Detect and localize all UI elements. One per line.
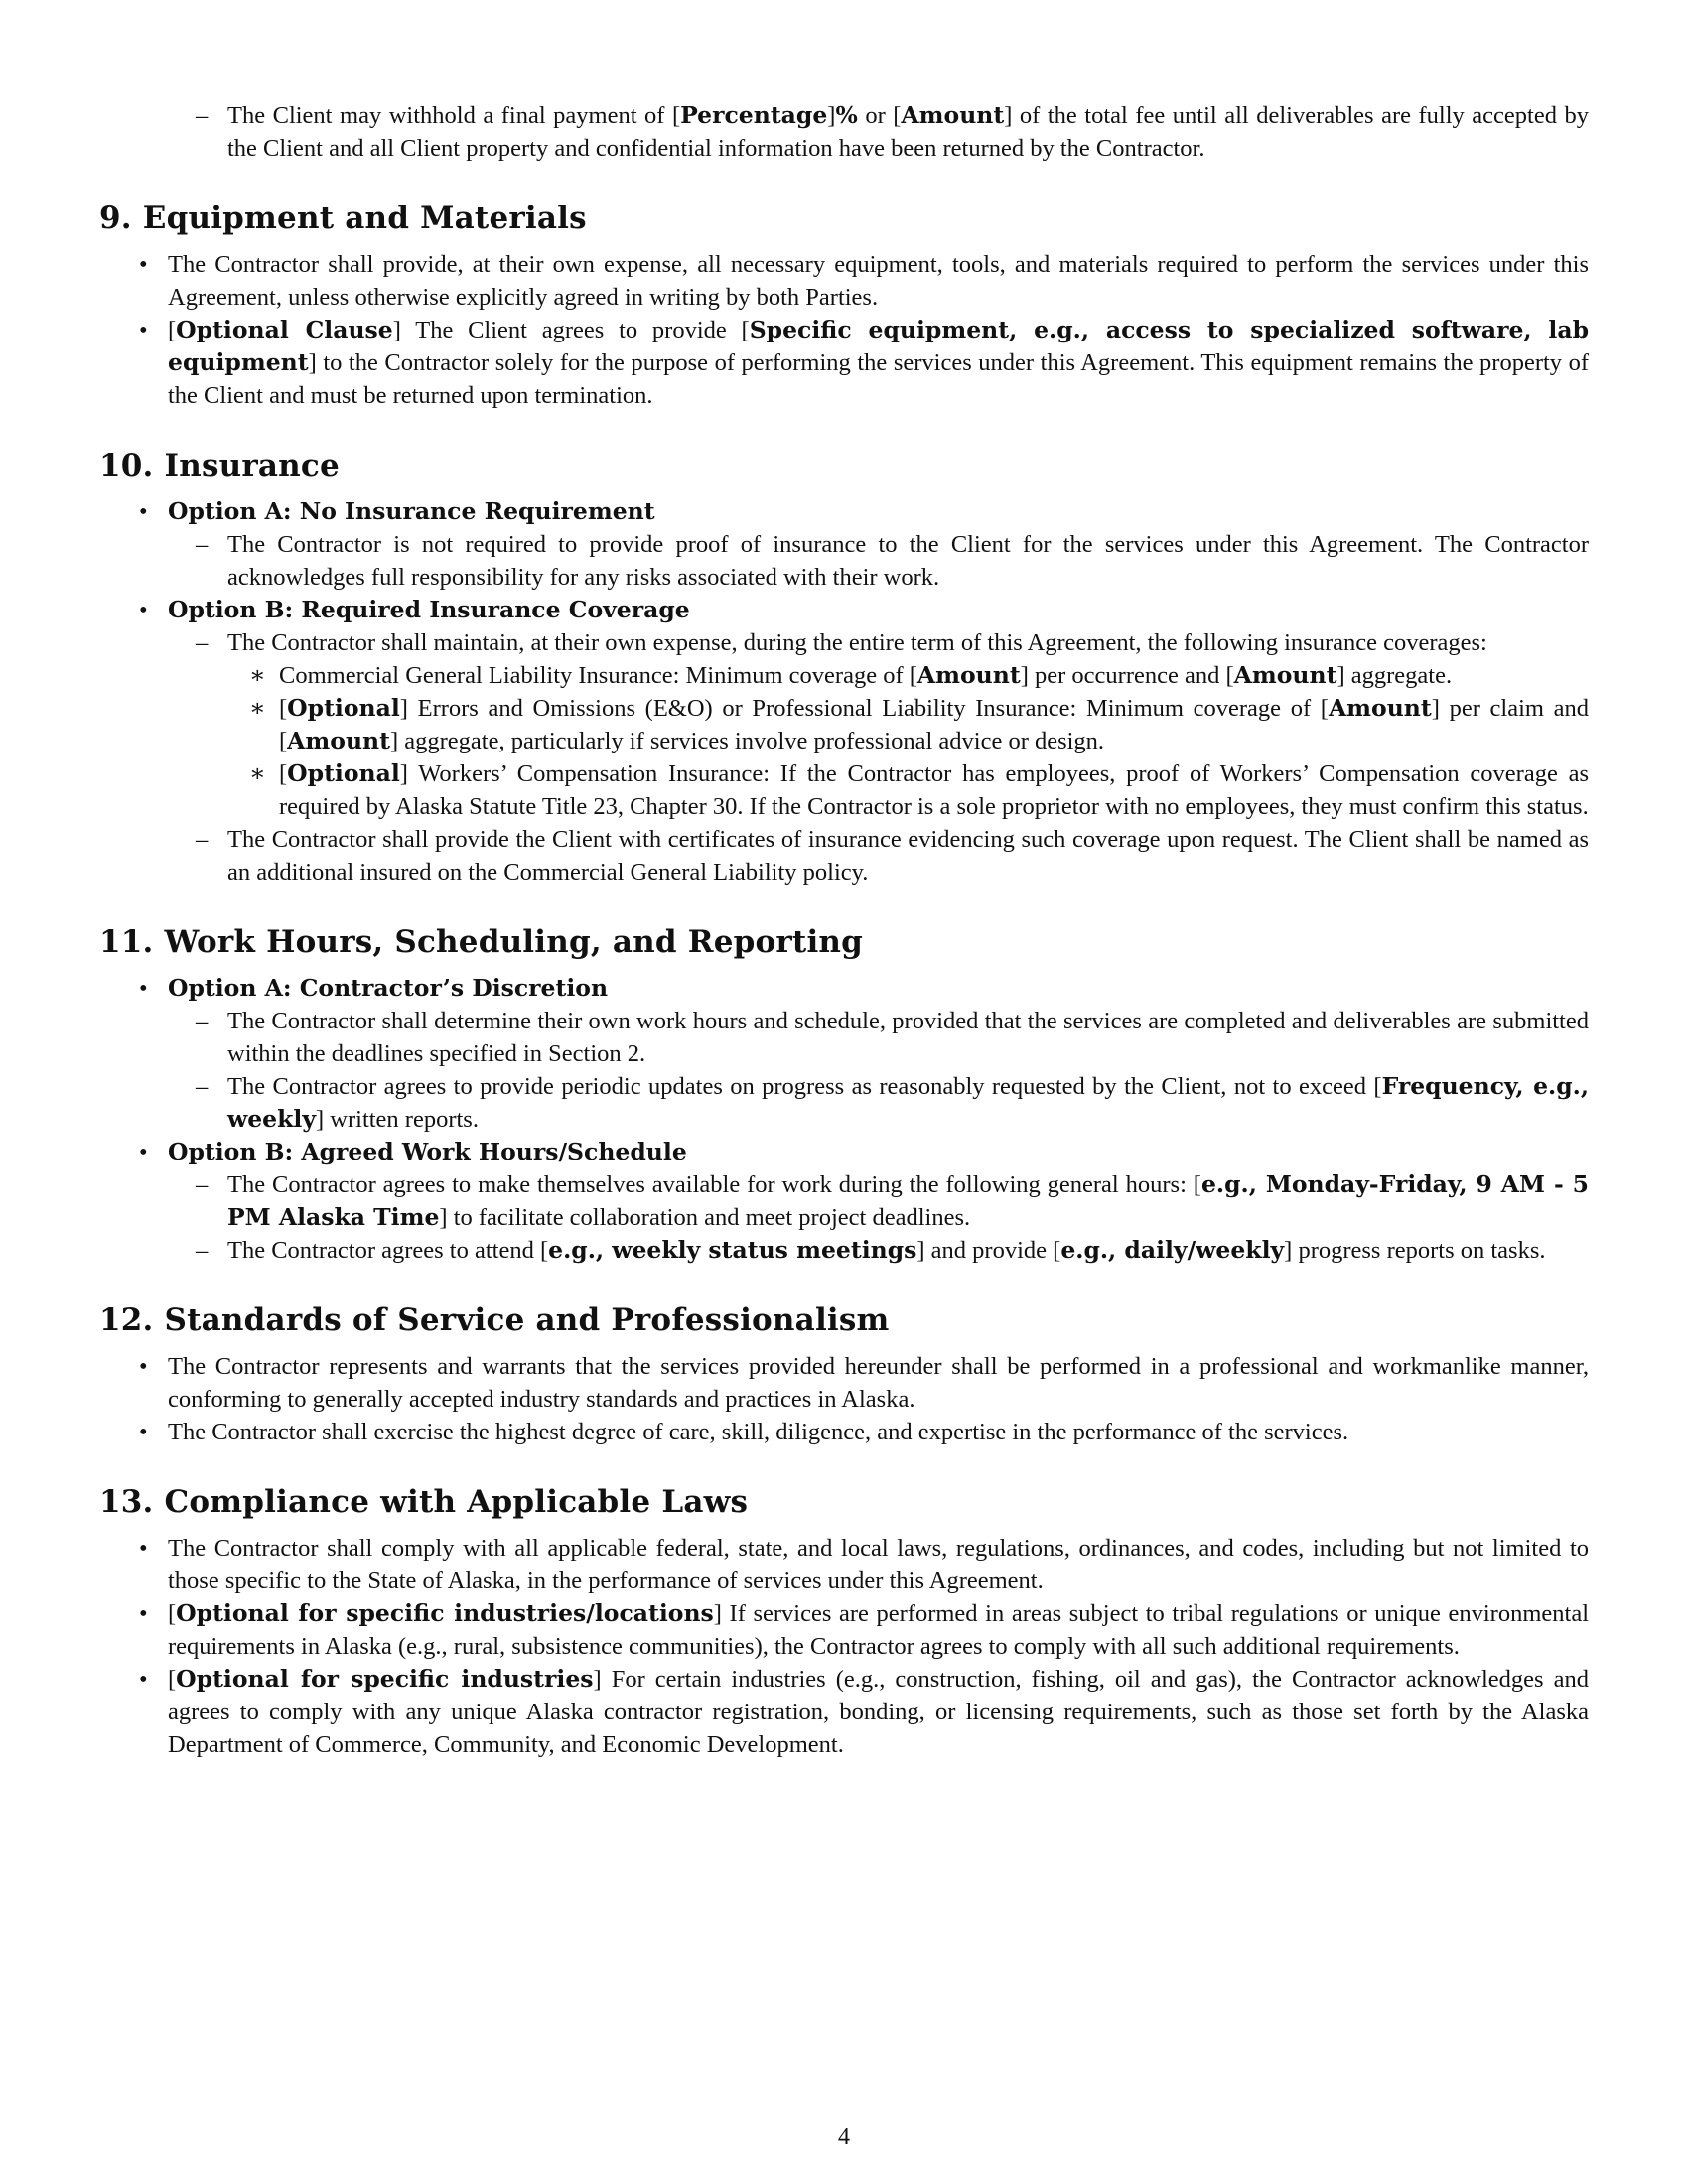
bullet-marker: •	[139, 1535, 148, 1562]
star-marker: ∗	[249, 695, 266, 722]
dash-marker: –	[196, 1073, 209, 1100]
bullet-marker: •	[139, 1139, 148, 1165]
list-item: • The Contractor shall comply with all applicable federal, state, and local laws, regulations, ordinances, and codes, including but not limited to those specific to the State of Alaska, in the performance of services under this Agreement.	[99, 1532, 1589, 1597]
list-item: – The Contractor agrees to provide periodic updates on progress as reasonably requested by the Client, not to exceed [Frequency, e.g., weekly] written reports.	[196, 1072, 1590, 1133]
option-heading: Option B: Agreed Work Hours/Schedule	[168, 1138, 687, 1165]
option-heading: Option A: No Insurance Requirement	[168, 497, 655, 525]
bullet-marker: •	[139, 597, 148, 623]
dash-marker: –	[196, 102, 209, 129]
bullet-marker: •	[139, 251, 148, 278]
list-item	[99, 1136, 1589, 1267]
list-item: • [Optional Clause] The Client agrees to provide [Specific equipment, e.g., access to specialized software, lab equipment] to the Contractor solely for the purpose of performing the services under this Agreement. This equipment remains the property of the Client and must be returned upon termination.	[139, 316, 1590, 409]
list-item: • The Contractor shall exercise the highest degree of care, skill, diligence, and expertise in the performance of the services.	[99, 1416, 1589, 1448]
list-item: ∗ Commercial General Liability Insurance: Minimum coverage of [Amount] per occurrence and [Amount] aggregate.	[227, 659, 1589, 692]
section-heading: 12. Standards of Service and Professionalism	[99, 1302, 890, 1338]
section-heading: 9. Equipment and Materials	[99, 201, 587, 236]
list-item: – The Contractor agrees to attend [e.g., weekly status meetings] and provide [e.g., daily/weekly] progress reports on tasks.	[168, 1234, 1589, 1267]
bullet-marker: •	[139, 1666, 148, 1693]
list-item: – The Contractor shall determine their own work hours and schedule, provided that the services are completed and deliverables are submitted within the deadlines specified in Section 2.	[168, 1005, 1589, 1070]
list-item	[99, 495, 1589, 594]
option-heading: Option B: Required Insurance Coverage	[168, 596, 690, 623]
star-marker: ∗	[249, 662, 266, 689]
section-equipment-materials	[99, 199, 1589, 412]
bullet-marker: •	[139, 317, 148, 343]
list-item: • The Contractor represents and warrants that the services provided hereunder shall be performed in a professional and workmanlike manner, conforming to generally accepted industry standards and practices in Alaska.	[99, 1350, 1589, 1416]
bullet-marker: •	[139, 1419, 148, 1445]
bullet-marker: •	[139, 1353, 148, 1380]
list-item: – The Contractor shall maintain, at their own expense, during the entire term of this Agreement, the following insurance coverages: ∗ Commercial General Liability Insurance: Minimum coverage of [Amount] per occurrence and [Amount] aggregate. ∗ [Optional] Errors and Omissions (E&O) or Professional Liability Insurance: Minimum coverage of [Amount] per claim and [Amount] aggregate, particularly if services involve professional advice or design. ∗ [Optional] Workers’ Compensation Insurance: If the Contractor has employees, proof of Workers’ Compensation coverage as required by Alaska Statute Title 23, Chapter 30. If the Contractor is a sole proprietor with no employees, they must confirm this status.	[168, 626, 1589, 823]
list-item: • [Optional for specific industries] For certain industries (e.g., construction, fishing, oil and gas), the Contractor acknowledges and agrees to comply with any unique Alaska contractor registration, bonding, or licensing requirements, such as those set forth by the Alaska Department of Commerce, Community, and Economic Development.	[139, 1665, 1589, 1758]
dash-marker: –	[196, 1171, 209, 1198]
list-item: ∗ [Optional] Errors and Omissions (E&O) or Professional Liability Insurance: Minimum coverage of [Amount] per claim and [Amount] aggregate, particularly if services involve professional advice or design.	[249, 694, 1589, 754]
option-heading: Option A: Contractor’s Discretion	[168, 974, 609, 1002]
section-heading: 11. Work Hours, Scheduling, and Reporting	[99, 924, 864, 960]
dash-marker: –	[196, 531, 209, 558]
list-item: – The Contractor is not required to provide proof of insurance to the Client for the services under this Agreement. The Contractor acknowledges full responsibility for any risks associated with their work.	[168, 528, 1589, 594]
bullet-marker: •	[139, 1600, 148, 1627]
bullet-marker: •	[139, 975, 148, 1002]
list-item: • [Optional for specific industries/locations] If services are performed in areas subject to tribal regulations or unique environmental requirements in Alaska (e.g., rural, subsistence communities), the Contractor agrees to comply with all such additional requirements.	[139, 1599, 1590, 1660]
section-heading: 10. Insurance	[99, 448, 340, 483]
list-item: – The Client may withhold a final payment of [Percentage]% or [Amount] of the total fee until all deliverables are fully accepted by the Client and all Client property and confidential information have been returned by the Contractor.	[196, 101, 1589, 162]
star-marker: ∗	[249, 760, 266, 787]
section-standards	[99, 1300, 1589, 1448]
dash-marker: –	[196, 826, 209, 853]
list-item: • The Contractor shall provide, at their own expense, all necessary equipment, tools, and materials required to perform the services under this Agreement, unless otherwise explicitly agreed in writing by both Parties.	[99, 248, 1589, 314]
list-item: ∗ [Optional] Workers’ Compensation Insurance: If the Contractor has employees, proof of Workers’ Compensation coverage as required by Alaska Statute Title 23, Chapter 30. If the Contractor is a sole proprietor with no employees, they must confirm this status.	[249, 759, 1589, 820]
list-item	[99, 972, 1589, 1136]
dash-marker: –	[196, 1008, 209, 1034]
list-item: – The Contractor agrees to make themselves available for work during the following general hours: [e.g., Monday-Friday, 9 AM - 5 PM Alaska Time] to facilitate collaboration and meet project deadlines.	[196, 1170, 1590, 1231]
section-compliance	[99, 1482, 1589, 1761]
page-number: 4	[838, 2124, 850, 2150]
dash-marker: –	[196, 629, 209, 656]
section-work-hours	[99, 922, 1589, 1267]
bullet-marker: •	[139, 498, 148, 525]
list-item: – The Contractor shall provide the Client with certificates of insurance evidencing such coverage upon request. The Client shall be named as an additional insured on the Commercial General Liability policy.	[168, 823, 1589, 888]
list-item	[99, 594, 1589, 888]
section-heading: 13. Compliance with Applicable Laws	[99, 1484, 749, 1520]
section-insurance	[99, 446, 1589, 888]
document-page	[99, 99, 1589, 1761]
dash-marker: –	[196, 1237, 209, 1264]
